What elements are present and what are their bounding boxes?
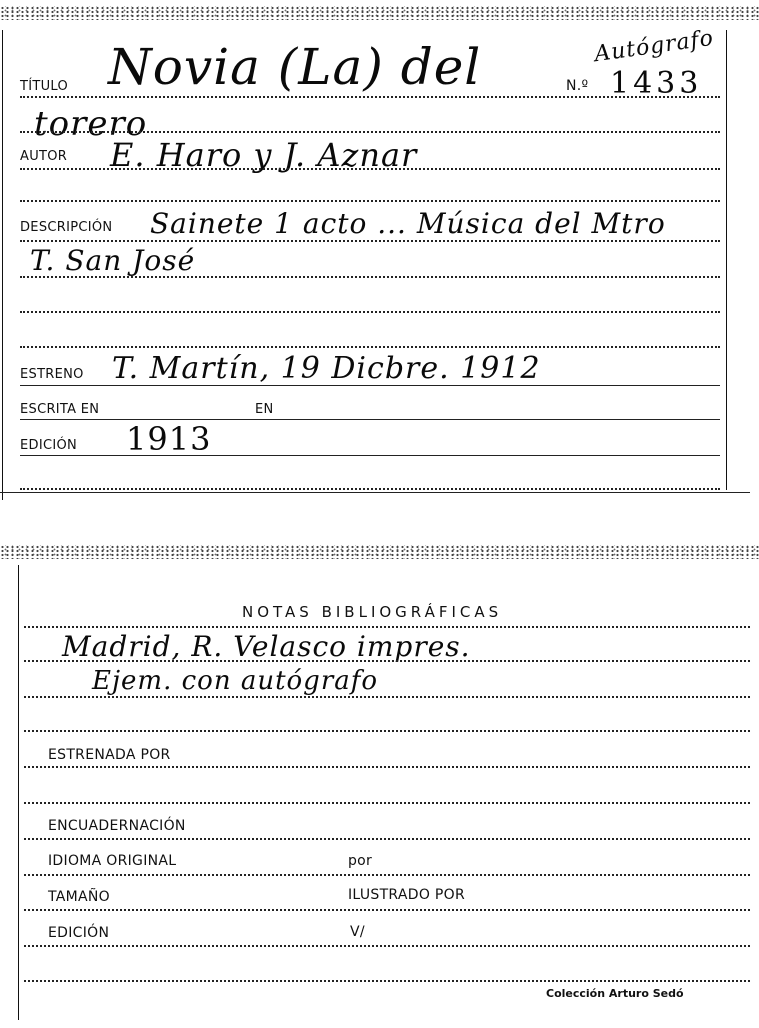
line-notas-1 — [24, 626, 750, 628]
line-descripcion — [20, 240, 720, 242]
collection-credit: Colección Arturo Sedó — [546, 987, 684, 1000]
line-descripcion-3 — [20, 311, 720, 313]
label-numero: N.º — [566, 78, 589, 94]
label-edicion-top: EDICIÓN — [20, 438, 78, 453]
line-notas-4 — [24, 730, 750, 732]
line-escrita-en — [20, 419, 720, 420]
label-idioma-original: IDIOMA ORIGINAL — [48, 853, 177, 869]
titulo-value-line2: torero — [34, 104, 148, 144]
label-encuadernacion: ENCUADERNACIÓN — [48, 818, 186, 834]
line-edicion-bottom — [24, 945, 750, 947]
notas-bibliograficas-title: NOTAS BIBLIOGRÁFICAS — [242, 603, 503, 621]
descripcion-value-line1: Sainete 1 acto ... Música del Mtro — [150, 207, 666, 240]
line-titulo-2 — [20, 131, 720, 133]
notas-line1: Madrid, R. Velasco impres. — [62, 630, 471, 663]
card2-left-edge — [18, 565, 19, 1020]
card-top-bottom-edge — [0, 492, 750, 493]
card-left-edge — [2, 30, 3, 500]
label-escrita-en: ESCRITA EN — [20, 402, 100, 417]
titulo-value-line1: Novia (La) del — [108, 38, 482, 96]
line-bottom-extra — [24, 980, 750, 982]
notas-line2: Ejem. con autógrafo — [92, 666, 379, 696]
numero-value: 1433 — [610, 66, 703, 101]
edicion-top-value: 1913 — [126, 420, 212, 458]
label-edicion-bottom: EDICIÓN — [48, 925, 110, 941]
label-autor: AUTOR — [20, 149, 68, 164]
label-descripcion: DESCRIPCIÓN — [20, 220, 113, 235]
line-tamano — [24, 909, 750, 911]
line-encuadernacion — [24, 838, 750, 840]
line-edicion-top — [20, 455, 720, 456]
label-por: por — [348, 853, 373, 869]
label-en: EN — [255, 402, 274, 417]
line-estreno — [20, 385, 720, 386]
line-notas-3 — [24, 696, 750, 698]
line-idioma — [24, 874, 750, 876]
label-ilustrado-por: ILUSTRADO POR — [348, 887, 465, 903]
line-notas-2 — [24, 660, 750, 662]
label-estreno: ESTRENO — [20, 367, 84, 382]
label-estrenada-por: ESTRENADA POR — [48, 747, 171, 763]
descripcion-value-line2: T. San José — [30, 244, 196, 277]
card-right-edge — [726, 30, 727, 490]
line-estrenada-por — [24, 766, 750, 768]
line-descripcion-4 — [20, 346, 720, 348]
estreno-value: T. Martín, 19 Dicbre. 1912 — [112, 351, 541, 386]
label-titulo: TÍTULO — [20, 79, 69, 94]
torn-edge-top — [0, 6, 759, 20]
autografo-note: Autógrafo — [592, 25, 716, 68]
line-top-bottom — [20, 488, 720, 490]
line-titulo — [20, 96, 720, 98]
line-autor-2 — [20, 200, 720, 202]
label-v: V/ — [350, 924, 365, 940]
line-estrenada-por-2 — [24, 802, 750, 804]
line-autor — [20, 168, 720, 170]
line-descripcion-2 — [20, 276, 720, 278]
label-tamano: TAMAÑO — [48, 889, 110, 905]
torn-edge-bottom — [0, 545, 759, 559]
autor-value: E. Haro y J. Aznar — [110, 136, 418, 174]
